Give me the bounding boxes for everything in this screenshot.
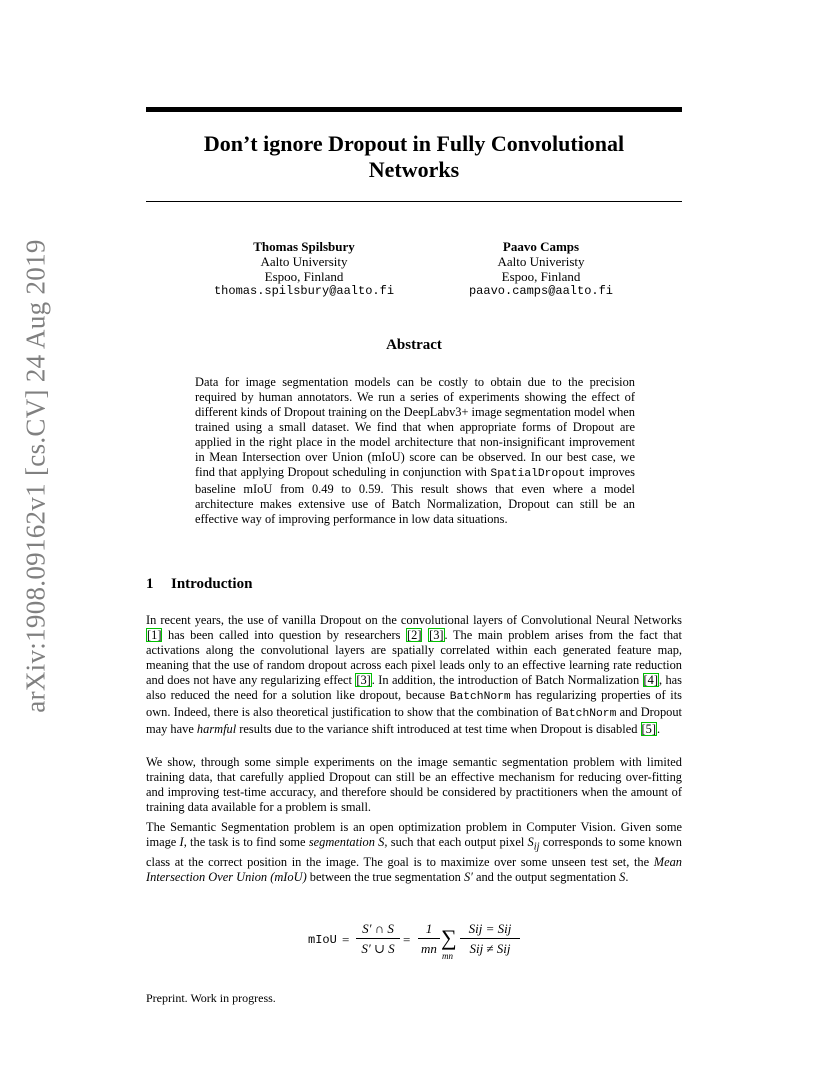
fraction-pixel-match — [460, 921, 520, 956]
author-affiliation: Aalto University — [260, 254, 348, 269]
abstract-code: SpatialDropout — [490, 468, 586, 480]
fraction-bar — [460, 938, 520, 939]
section-heading — [146, 576, 252, 593]
equals-sign: = — [342, 932, 350, 947]
text: corresponds to some known class at the correct position in the image. The goal is to maximize over some unseen test set, the — [146, 835, 682, 869]
text: has been called into question by researchers — [162, 628, 407, 643]
fraction-denominator: Sij ≠ Sij — [469, 941, 511, 956]
author-location: Espoo, Finland — [264, 269, 344, 284]
intro-paragraph-3 — [146, 820, 682, 885]
math-var: S′ — [463, 869, 473, 884]
text: has regularizing properties of its own. Indeed, there is also theoretical justification to show that the combination of — [146, 688, 682, 720]
inline-code: BatchNorm — [555, 708, 617, 721]
summation-subscript: mn — [442, 951, 453, 961]
section-number: 1 — [146, 576, 154, 592]
author-name: Paavo Camps — [502, 239, 580, 254]
text: In recent years, the use of vanilla Dropout on the convolutional layers of Convolutional Neural Networks — [146, 613, 682, 627]
text: and the output segmentation — [472, 869, 620, 884]
author-block-1 — [194, 239, 414, 299]
author-name: Thomas Spilsbury — [253, 239, 355, 254]
math-var: I — [179, 835, 184, 850]
text: , such that each output pixel — [384, 835, 528, 850]
summation-sign: ∑ — [441, 925, 457, 950]
math-var: S — [619, 869, 626, 884]
abstract-text: improves baseline mIoU from 0.49 to 0.59. This result shows that even where a model architecture makes extensive use of Batch Normalization, Dropout can still be an effective way of improving performance in low data situations. — [195, 465, 636, 526]
equation-lhs: mIoU — [308, 933, 337, 947]
citation-link[interactable]: [5] — [641, 722, 656, 737]
preprint-footnote: Preprint. Work in progress. — [146, 991, 276, 1005]
author-location: Espoo, Finland — [501, 269, 581, 284]
math-var: S — [378, 835, 385, 850]
text: . The main problem arises from the fact that activations along the convolutional layers are spatially correlated within each generated feature map, meaning that the use of random dropout across each pixel leads only to an effective learning rate reduction and does not have any regularizing effect — [146, 628, 682, 688]
title-line-1: Don’t ignore Dropout in Fully Convolutional — [203, 131, 625, 156]
author-affiliation: Aalto Univeristy — [497, 254, 585, 269]
fraction-denominator: mn — [421, 941, 437, 956]
fraction-one-over-mn — [418, 921, 440, 956]
citation-link[interactable]: [3] — [356, 673, 371, 688]
emphasis: harmful — [196, 722, 237, 737]
inline-code: BatchNorm — [449, 691, 511, 704]
text: results due to the variance shift introduced at test time when Dropout is disabled — [236, 722, 641, 737]
text: , the task is to find some — [183, 835, 309, 850]
fraction-intersection-union — [356, 921, 400, 956]
math-var: S — [527, 835, 534, 850]
fraction-numerator: 1 — [425, 921, 433, 936]
abstract-heading: Abstract — [386, 337, 442, 353]
abstract-body — [195, 375, 635, 527]
title-line-2: Networks — [368, 157, 460, 182]
title-rule-top — [146, 107, 682, 112]
author-email: thomas.spilsbury@aalto.fi — [213, 284, 395, 298]
fraction-denominator: S′ ∪ S — [361, 941, 395, 956]
title-rule-bottom — [146, 201, 682, 202]
intro-paragraph-1 — [146, 613, 682, 737]
math-subscript: ij — [533, 841, 540, 853]
section-title: Introduction — [171, 576, 253, 592]
author-block-2 — [431, 239, 651, 299]
equals-sign: = — [403, 932, 411, 947]
citation-link[interactable]: [3] — [429, 628, 444, 643]
intro-paragraph-2: We show, through some simple experiments on the image semantic segmentation problem with limited training data, that carefully applied Dropout can still be an effective mechanism for reducing over-fitting and improving test-time accuracy, and therefore should be considered by practitioners when the amount of training data available for a problem is small. — [146, 755, 682, 815]
paper-title — [146, 131, 682, 183]
text: between the true segmentation — [306, 869, 464, 884]
emphasis: segmentation — [308, 835, 375, 850]
fraction-numerator: Sij = Sij — [468, 921, 512, 936]
citation-link[interactable]: [4] — [643, 673, 658, 688]
text: . In addition, the introduction of Batch Normalization — [371, 673, 643, 688]
citation-link[interactable]: [1] — [147, 628, 162, 643]
citation-link[interactable]: [2] — [407, 628, 422, 643]
text: . — [625, 869, 629, 884]
text: The Semantic Segmentation problem is an open optimization problem in Computer Vision. Given some image — [146, 820, 682, 850]
abstract-text: Data for image segmentation models can be costly to obtain due to the precision required by human annotators. We run a series of experiments showing the effect of different kinds of Dropout training on the DeepLabv3+ image segmentation model when trained using a small dataset. We find that when appropriate forms of Dropout are applied in the right place in the model architecture that non-insignificant improvement in Mean Intersection over Union (mIoU) score can be observed. In our best case, we find that applying Dropout scheduling in conjunction with — [195, 375, 635, 479]
author-email: paavo.camps@aalto.fi — [468, 284, 614, 298]
text: and Dropout may have — [146, 705, 682, 737]
fraction-bar — [418, 938, 440, 939]
text: , has also reduced the need for a solution like dropout, because — [146, 673, 683, 703]
fraction-bar — [356, 938, 400, 939]
fraction-numerator: S′ ∩ S — [362, 921, 394, 936]
arxiv-stamp: arXiv:1908.09162v1 [cs.CV] 24 Aug 2019 — [20, 239, 51, 713]
emphasis: Mean Intersection Over Union (mIoU) — [146, 854, 682, 884]
text: . — [656, 722, 661, 737]
miou-equation — [308, 921, 528, 963]
